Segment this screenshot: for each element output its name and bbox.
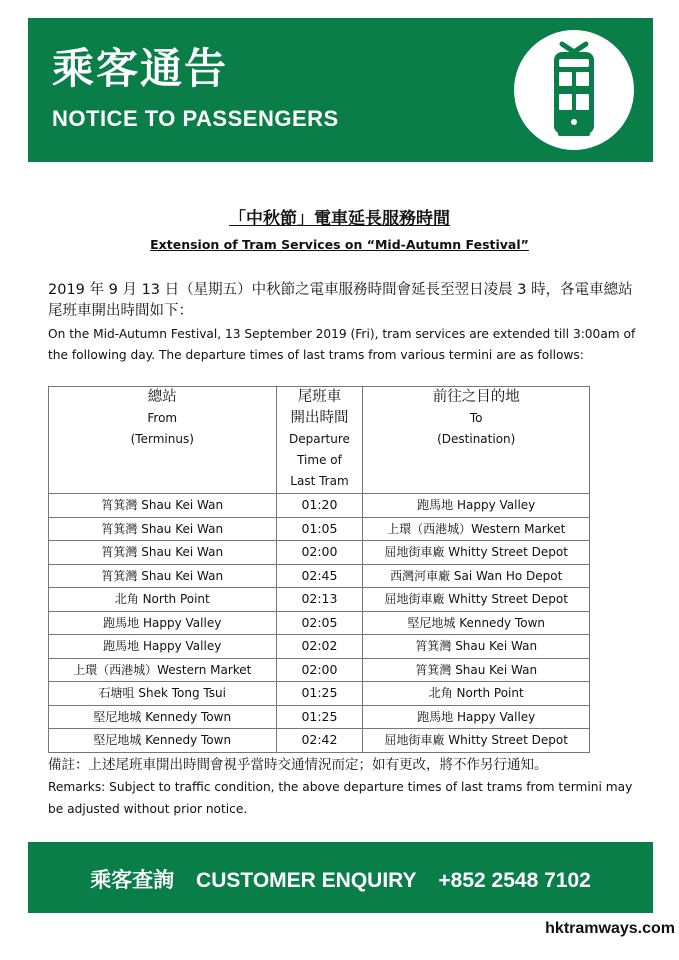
table-row [49,588,590,612]
header-to-en: To [469,411,483,425]
header-time-en1: Departure [289,432,350,446]
cell-from: 筲箕灣 Shau Kei Wan [49,494,277,518]
header-banner [28,18,653,162]
remarks-en: Remarks: Subject to traffic condition, the above departure times of last trams from termini may be adjusted without prior notice. [48,780,633,816]
header-time [276,387,363,494]
last-tram-schedule-table [48,386,590,753]
cell-from: 筲箕灣 Shau Kei Wan [49,541,277,565]
cell-to: 屈地街車廠 Whitty Street Depot [363,541,590,565]
website-url: hktramways.com [545,920,675,937]
tram-logo [514,30,634,150]
table-row [49,611,590,635]
header-title-en: NOTICE TO PASSENGERS [52,106,339,131]
cell-to: 筲箕灣 Shau Kei Wan [363,658,590,682]
table-row [49,564,590,588]
remarks-zh: 備註：上述尾班車開出時間會視乎當時交通情況而定；如有更改，將不作另行通知。 [48,757,548,773]
enquiry-label-zh: 乘客查詢 [90,869,175,892]
table-row [49,494,590,518]
header-time-zh1: 尾班車 [297,389,342,405]
cell-time: 01:25 [276,705,363,729]
tram-icon [514,30,634,150]
cell-to: 跑馬地 Happy Valley [363,705,590,729]
cell-to: 屈地街車廠 Whitty Street Depot [363,588,590,612]
cell-time: 02:00 [276,658,363,682]
header-from-en2: (Terminus) [130,432,194,446]
notice-title-en: Extension of Tram Services on “Mid-Autumn Festival” [150,237,529,252]
table-row [49,635,590,659]
table-header-row [49,387,590,494]
cell-time: 02:05 [276,611,363,635]
cell-to: 屈地街車廠 Whitty Street Depot [363,729,590,753]
cell-to: 北角 North Point [363,682,590,706]
cell-time: 02:13 [276,588,363,612]
table-row [49,658,590,682]
header-to-en2: (Destination) [437,432,516,446]
cell-time: 02:42 [276,729,363,753]
cell-from: 堅尼地城 Kennedy Town [49,729,277,753]
cell-from: 跑馬地 Happy Valley [49,611,277,635]
customer-enquiry [28,864,653,894]
cell-from: 北角 North Point [49,588,277,612]
cell-from: 筲箕灣 Shau Kei Wan [49,564,277,588]
intro-text-zh: 2019 年 9 月 13 日（星期五）中秋節之電車服務時間會延長至翌日凌晨 3 時，各電車總站尾班車開出時間如下： [48,282,633,319]
cell-time: 01:20 [276,494,363,518]
header-to [363,387,590,494]
cell-from: 石塘咀 Shek Tong Tsui [49,682,277,706]
cell-to: 堅尼地城 Kennedy Town [363,611,590,635]
cell-time: 02:00 [276,541,363,565]
header-from [49,387,277,494]
cell-from: 跑馬地 Happy Valley [49,635,277,659]
notice-title-zh: 「中秋節」電車延長服務時間 [229,209,450,229]
table-row [49,541,590,565]
cell-from: 堅尼地城 Kennedy Town [49,705,277,729]
header-from-en: From [147,411,178,425]
enquiry-label-en: CUSTOMER ENQUIRY [196,869,417,892]
header-time-en3: Last Tram [290,474,349,488]
intro-text-en: On the Mid-Autumn Festival, 13 September 2019 (Fri), tram services are extended till 3:00am of the following day. The departure times of last trams from various termini are as follows: [48,327,636,362]
table-row [49,682,590,706]
cell-time: 02:02 [276,635,363,659]
header-time-en2: Time of [297,453,342,467]
header-time-zh2: 開出時間 [290,410,349,426]
cell-to: 西灣河車廠 Sai Wan Ho Depot [363,564,590,588]
cell-time: 01:05 [276,517,363,541]
cell-from: 上環（西港城）Western Market [49,658,277,682]
cell-to: 跑馬地 Happy Valley [363,494,590,518]
cell-time: 01:25 [276,682,363,706]
table-row [49,705,590,729]
table-row [49,517,590,541]
cell-to: 筲箕灣 Shau Kei Wan [363,635,590,659]
enquiry-phone: +852 2548 7102 [438,869,591,892]
cell-time: 02:45 [276,564,363,588]
table-row [49,729,590,753]
cell-from: 筲箕灣 Shau Kei Wan [49,517,277,541]
header-title-zh: 乘客通告 [52,44,229,93]
header-to-zh: 前往之目的地 [432,389,520,405]
header-from-zh: 總站 [147,389,177,405]
footer-banner [28,842,653,913]
cell-to: 上環（西港城）Western Market [363,517,590,541]
